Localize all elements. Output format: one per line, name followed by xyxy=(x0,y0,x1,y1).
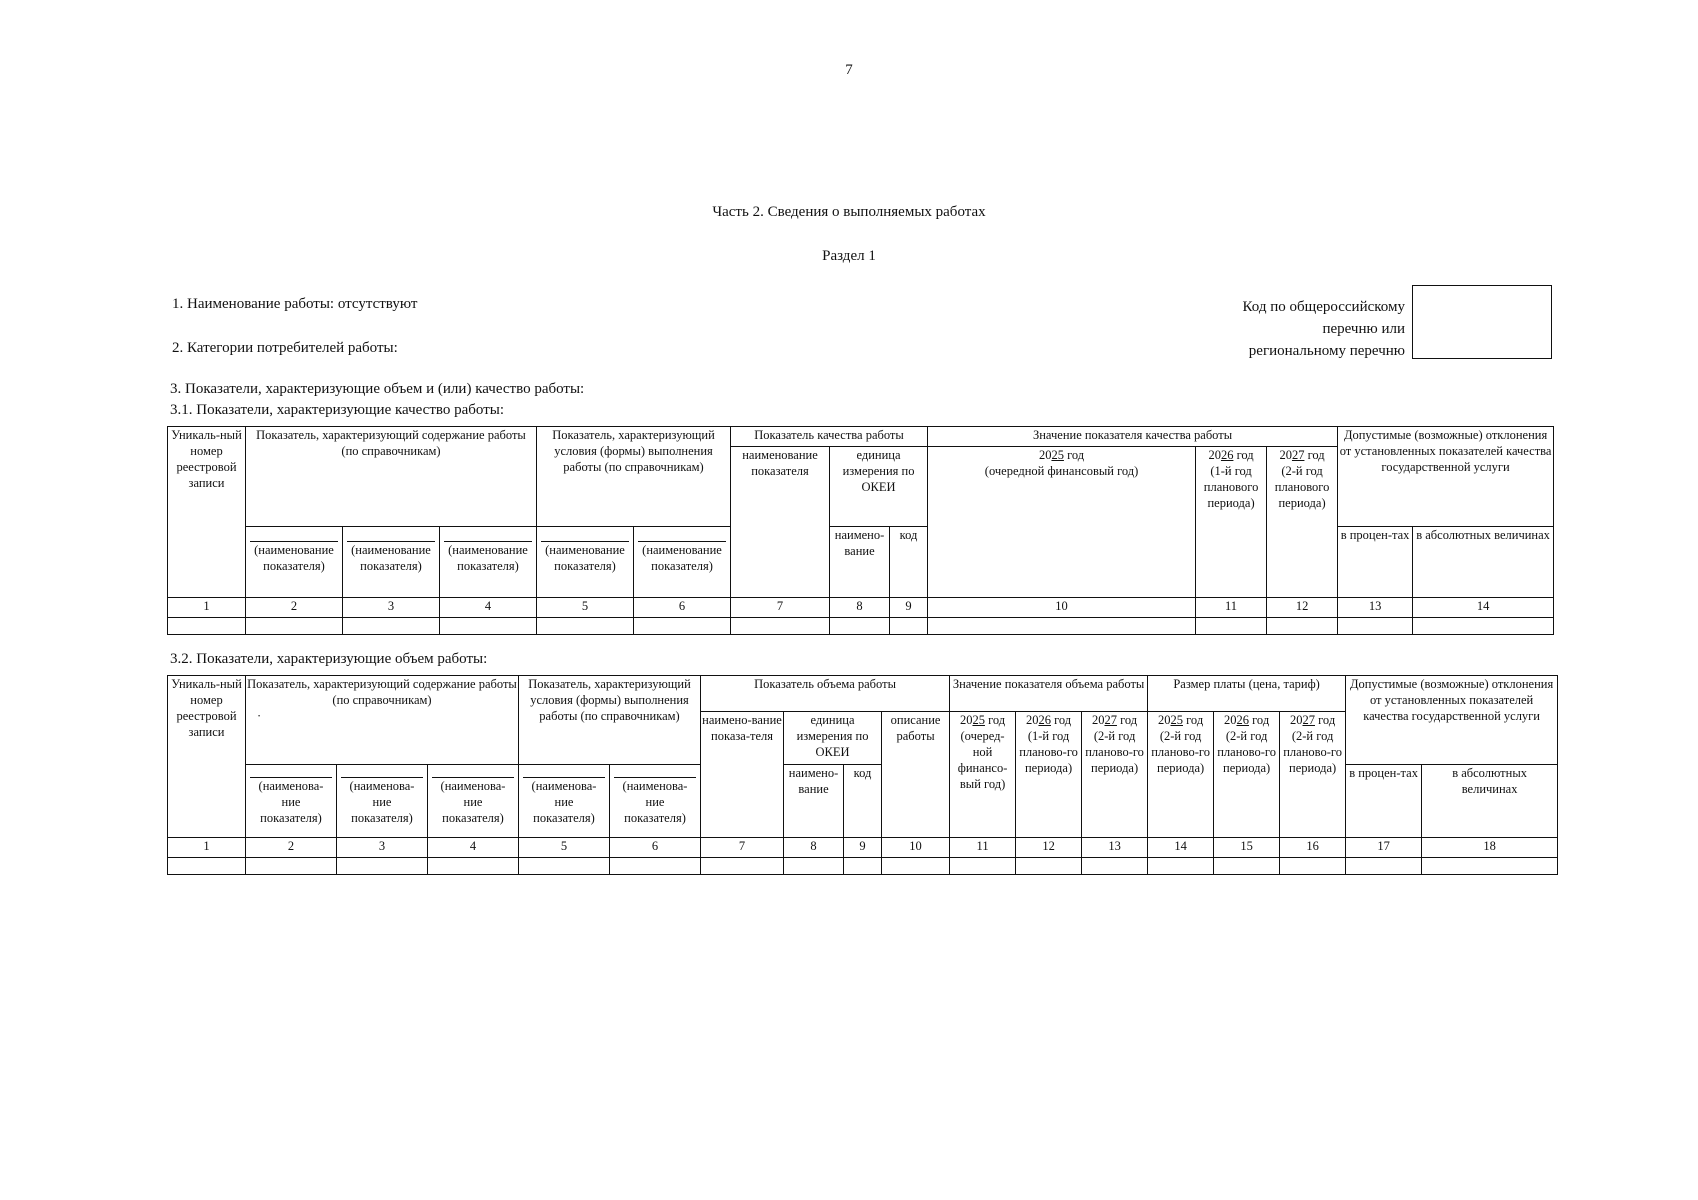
code-label-line-3: региональному перечню xyxy=(1248,343,1405,359)
v-header-year-1: 2025 год (очеред-ной финансо-вый год) xyxy=(950,712,1016,838)
v-cell[interactable] xyxy=(337,858,428,875)
v-cell[interactable] xyxy=(610,858,701,875)
v-column-numbers xyxy=(168,838,1558,858)
v-sub-content-2: (наименова-ние показателя) xyxy=(337,765,428,838)
v-data-row xyxy=(168,858,1558,875)
v-header-conditions: Показатель, характеризующий условия (формы) выполнения работы (по справочникам) xyxy=(519,676,701,765)
q-col-num: 12 xyxy=(1267,598,1338,618)
volume-heading: 3.2. Показатели, характеризующие объем работы: xyxy=(170,651,488,667)
q-header-conditions: Показатель, характеризующий условия (формы) выполнения работы (по справочникам) xyxy=(537,427,731,527)
v-header-year-2: 2026 год (1-й год планово-го периода) xyxy=(1016,712,1082,838)
v-col-num: 4 xyxy=(428,838,519,858)
code-label-line-1: Код по общероссийскому xyxy=(1242,299,1405,315)
v-cell[interactable] xyxy=(1280,858,1346,875)
v-header-price-year-3: 2027 год (2-й год планово-го периода) xyxy=(1280,712,1346,838)
v-sub-conditions-1: (наименова-ние показателя) xyxy=(519,765,610,838)
v-cell[interactable] xyxy=(1346,858,1422,875)
q-cell[interactable] xyxy=(1338,618,1413,635)
v-header-unit-code: код xyxy=(844,765,882,838)
v-header-value: Значение показателя объема работы xyxy=(950,676,1148,712)
q-header-value: Значение показателя качества работы xyxy=(928,427,1338,447)
v-header-description: описание работы xyxy=(882,712,950,838)
v-col-num: 10 xyxy=(882,838,950,858)
q-data-row xyxy=(168,618,1554,635)
q-header-percent: в процен-тах xyxy=(1338,527,1413,598)
q-cell[interactable] xyxy=(1413,618,1554,635)
q-cell[interactable] xyxy=(168,618,246,635)
q-header-unique: Уникаль-ный номер реестровой записи xyxy=(168,427,246,598)
part-title: Часть 2. Сведения о выполняемых работах xyxy=(712,204,986,220)
page-number: 7 xyxy=(845,62,853,78)
q-cell[interactable] xyxy=(440,618,537,635)
v-header-price-year-2: 2026 год (2-й год планово-го периода) xyxy=(1214,712,1280,838)
v-sub-conditions-2: (наименова-ние показателя) xyxy=(610,765,701,838)
v-cell[interactable] xyxy=(519,858,610,875)
quality-table xyxy=(167,426,1554,635)
q-header-absolute: в абсолютных величинах xyxy=(1413,527,1554,598)
v-col-num: 1 xyxy=(168,838,246,858)
q-header-unit-code: код xyxy=(890,527,928,598)
v-col-num: 17 xyxy=(1346,838,1422,858)
v-col-num: 3 xyxy=(337,838,428,858)
q-col-num: 3 xyxy=(343,598,440,618)
v-cell[interactable] xyxy=(701,858,784,875)
v-header-content: Показатель, характеризующий содержание работы (по справочникам) · xyxy=(246,676,519,765)
q-cell[interactable] xyxy=(890,618,928,635)
q-col-num: 10 xyxy=(928,598,1196,618)
q-cell[interactable] xyxy=(246,618,343,635)
v-header-price-year-1: 2025 год (2-й год планово-го периода) xyxy=(1148,712,1214,838)
q-cell[interactable] xyxy=(731,618,830,635)
q-header-unit-name: наимено-вание xyxy=(830,527,890,598)
q-sub-content-3: (наименование показателя) xyxy=(440,527,537,598)
q-sub-content-2: (наименование показателя) xyxy=(343,527,440,598)
v-col-num: 13 xyxy=(1082,838,1148,858)
q-cell[interactable] xyxy=(343,618,440,635)
v-cell[interactable] xyxy=(950,858,1016,875)
v-col-num: 8 xyxy=(784,838,844,858)
q-header-year-3: 2027 год (2-й год планового периода) xyxy=(1267,447,1338,598)
v-cell[interactable] xyxy=(428,858,519,875)
code-label-line-2: перечню или xyxy=(1322,321,1405,337)
v-cell[interactable] xyxy=(1148,858,1214,875)
code-box[interactable] xyxy=(1412,285,1552,359)
v-sub-content-1: (наименова-ние показателя) xyxy=(246,765,337,838)
v-header-unit: единица измерения по ОКЕИ xyxy=(784,712,882,765)
volume-table xyxy=(167,675,1558,875)
v-header-unit-name: наимено-вание xyxy=(784,765,844,838)
q-col-num: 1 xyxy=(168,598,246,618)
v-cell[interactable] xyxy=(1016,858,1082,875)
q-col-num: 7 xyxy=(731,598,830,618)
q-cell[interactable] xyxy=(928,618,1196,635)
v-header-volume: Показатель объема работы xyxy=(701,676,950,712)
q-cell[interactable] xyxy=(537,618,634,635)
quality-heading: 3.1. Показатели, характеризующие качество работы: xyxy=(170,402,504,418)
q-cell[interactable] xyxy=(830,618,890,635)
v-cell[interactable] xyxy=(1082,858,1148,875)
consumer-categories: 2. Категории потребителей работы: xyxy=(172,340,398,356)
q-header-year-2: 2026 год (1-й год планового периода) xyxy=(1196,447,1267,598)
q-header-quality: Показатель качества работы xyxy=(731,427,928,447)
q-sub-conditions-1: (наименование показателя) xyxy=(537,527,634,598)
q-header-content: Показатель, характеризующий содержание работы (по справочникам) xyxy=(246,427,537,527)
v-col-num: 9 xyxy=(844,838,882,858)
v-header-indicator-name: наимено-вание показа-теля xyxy=(701,712,784,838)
v-header-deviation: Допустимые (возможные) отклонения от установленных показателей качества государственной услуги xyxy=(1346,676,1558,765)
v-col-num: 14 xyxy=(1148,838,1214,858)
q-cell[interactable] xyxy=(1196,618,1267,635)
v-header-percent: в процен-тах xyxy=(1346,765,1422,838)
v-col-num: 2 xyxy=(246,838,337,858)
v-sub-content-3: (наименова-ние показателя) xyxy=(428,765,519,838)
v-cell[interactable] xyxy=(168,858,246,875)
q-col-num: 2 xyxy=(246,598,343,618)
indicators-heading: 3. Показатели, характеризующие объем и (или) качество работы: xyxy=(170,381,585,397)
q-col-num: 9 xyxy=(890,598,928,618)
v-col-num: 7 xyxy=(701,838,784,858)
q-header-indicator-name: наименование показателя xyxy=(731,447,830,598)
v-header-absolute: в абсолютных величинах xyxy=(1422,765,1558,838)
v-col-num: 16 xyxy=(1280,838,1346,858)
v-col-num: 18 xyxy=(1422,838,1558,858)
q-col-num: 4 xyxy=(440,598,537,618)
v-cell[interactable] xyxy=(246,858,337,875)
q-cell[interactable] xyxy=(1267,618,1338,635)
q-sub-conditions-2: (наименование показателя) xyxy=(634,527,731,598)
q-header-deviation: Допустимые (возможные) отклонения от установленных показателей качества государственной услуги xyxy=(1338,427,1554,527)
v-header-price: Размер платы (цена, тариф) xyxy=(1148,676,1346,712)
v-cell[interactable] xyxy=(1422,858,1558,875)
v-col-num: 5 xyxy=(519,838,610,858)
v-cell[interactable] xyxy=(784,858,844,875)
q-col-num: 6 xyxy=(634,598,731,618)
q-col-num: 11 xyxy=(1196,598,1267,618)
v-header-year-3: 2027 год (2-й год планово-го периода) xyxy=(1082,712,1148,838)
q-column-numbers xyxy=(168,598,1554,618)
q-header-unit: единица измерения по ОКЕИ xyxy=(830,447,928,527)
q-col-num: 14 xyxy=(1413,598,1554,618)
q-col-num: 5 xyxy=(537,598,634,618)
v-col-num: 15 xyxy=(1214,838,1280,858)
q-col-num: 8 xyxy=(830,598,890,618)
v-header-unique: Уникаль-ный номер реестровой записи xyxy=(168,676,246,838)
v-cell[interactable] xyxy=(882,858,950,875)
q-col-num: 13 xyxy=(1338,598,1413,618)
q-cell[interactable] xyxy=(634,618,731,635)
v-col-num: 12 xyxy=(1016,838,1082,858)
section-title: Раздел 1 xyxy=(822,248,876,264)
v-col-num: 11 xyxy=(950,838,1016,858)
work-name: 1. Наименование работы: отсутствуют xyxy=(172,296,418,312)
v-col-num: 6 xyxy=(610,838,701,858)
code-label xyxy=(1243,296,1405,362)
q-sub-content-1: (наименование показателя) xyxy=(246,527,343,598)
q-header-year-1: 2025 год (очередной финансовый год) xyxy=(928,447,1196,598)
v-cell[interactable] xyxy=(844,858,882,875)
v-cell[interactable] xyxy=(1214,858,1280,875)
